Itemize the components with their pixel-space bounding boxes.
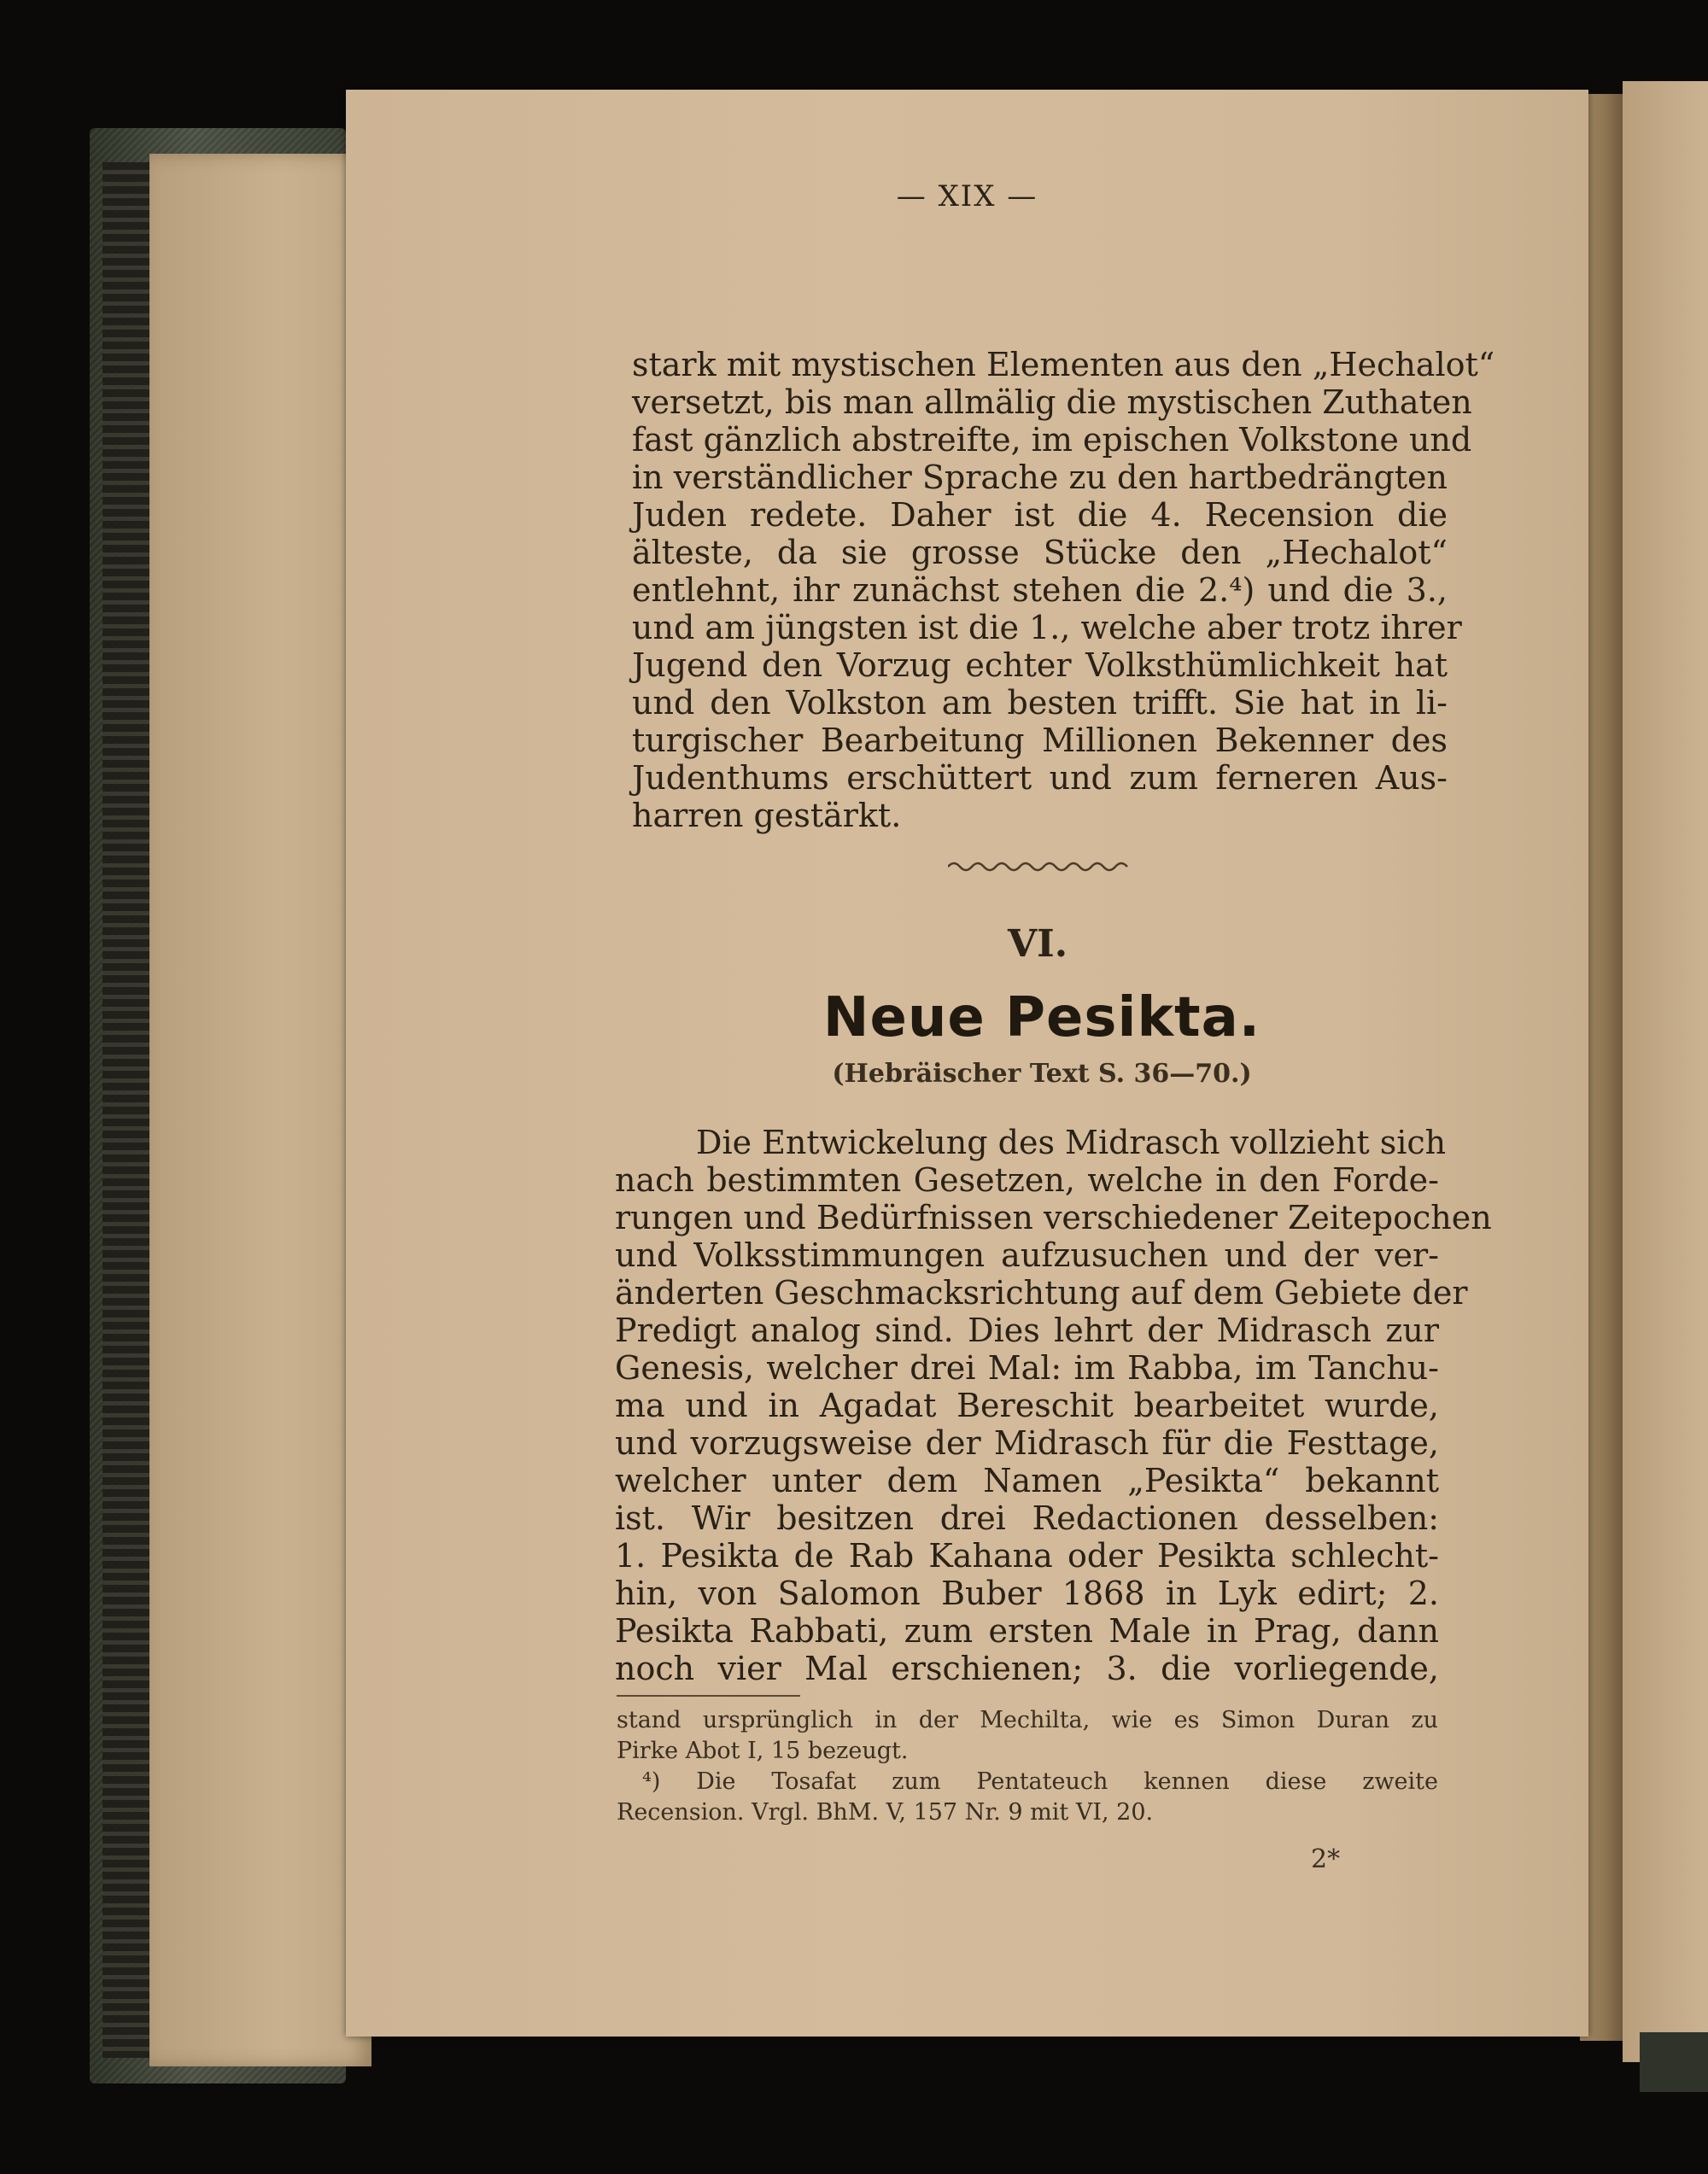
- paragraph-2-line: nach bestimmten Gesetzen, welche in den Forde-: [615, 1161, 1439, 1199]
- footnote-line: Pirke Abot I, 15 bezeugt.: [617, 1738, 909, 1764]
- paragraph-2-line: hin, von Salomon Buber 1868 in Lyk edirt; 2.: [615, 1575, 1439, 1612]
- running-head: — XIX —: [896, 179, 1038, 213]
- paragraph-1-line: harren gestärkt.: [632, 797, 902, 834]
- left-page: [149, 154, 371, 2066]
- paragraph-1-line: Judenthums erschüttert und zum ferneren Aus-: [632, 759, 1448, 797]
- paragraph-2-line: Predigt analog sind. Dies lehrt der Midrasch zur: [615, 1312, 1439, 1349]
- paragraph-1-line: und am jüngsten ist die 1., welche aber trotz ihrer: [632, 609, 1462, 646]
- paragraph-1-line: älteste, da sie grosse Stücke den „Hechalot“: [632, 534, 1448, 571]
- ornament-divider: [948, 858, 1132, 875]
- paragraph-2-line: und Volksstimmungen aufzusuchen und der ver-: [615, 1236, 1439, 1274]
- paragraph-2-line: ist. Wir besitzen drei Redactionen desselben:: [615, 1499, 1439, 1537]
- signature-mark: 2*: [1311, 1844, 1341, 1874]
- paragraph-2-line: 1. Pesikta de Rab Kahana oder Pesikta schlecht-: [615, 1537, 1439, 1575]
- paragraph-1-line: in verständlicher Sprache zu den hartbedrängten: [632, 459, 1448, 496]
- right-cover-corner: [1640, 2032, 1708, 2092]
- paragraph-1-line: versetzt, bis man allmälig die mystischen Zuthaten: [632, 383, 1472, 421]
- paragraph-2-line: Genesis, welcher drei Mal: im Rabba, im Tanchu-: [615, 1349, 1439, 1387]
- paragraph-2-line: noch vier Mal erschienen; 3. die vorliegende,: [615, 1650, 1439, 1687]
- paragraph-1-line: und den Volkston am besten trifft. Sie hat in li-: [632, 684, 1448, 722]
- paragraph-2-line: ma und in Agadat Bereschit bearbeitet wurde,: [615, 1387, 1439, 1424]
- paragraph-1-line: Juden redete. Daher ist die 4. Recension die: [632, 496, 1448, 534]
- paragraph-1-line: Jugend den Vorzug echter Volksthümlichkeit hat: [632, 646, 1448, 684]
- section-number: VI.: [1007, 922, 1068, 966]
- paragraph-1-line: entlehnt, ihr zunächst stehen die 2.⁴) und die 3.,: [632, 571, 1448, 609]
- section-title: Neue Pesikta.: [822, 986, 1261, 1049]
- paragraph-2-line: Pesikta Rabbati, zum ersten Male in Prag, dann: [615, 1612, 1439, 1650]
- left-page-edge: [102, 162, 154, 2058]
- paragraph-2-line: welcher unter dem Namen „Pesikta“ bekannt: [615, 1462, 1439, 1499]
- footnote-rule: [617, 1695, 800, 1697]
- paragraph-1-line: turgischer Bearbeitung Millionen Bekenner des: [632, 722, 1448, 759]
- footnote-line: Recension. Vrgl. BhM. V, 157 Nr. 9 mit VI, 20.: [617, 1799, 1154, 1826]
- paragraph-1-line: stark mit mystischen Elementen aus den „Hechalot“: [632, 346, 1495, 383]
- paragraph-1-line: fast gänzlich abstreifte, im epischen Volkstone und: [632, 421, 1472, 459]
- footnote-line: ⁴) Die Tosafat zum Pentateuch kennen diese zweite: [642, 1768, 1438, 1795]
- footnote-line: stand ursprünglich in der Mechilta, wie es Simon Duran zu: [617, 1707, 1438, 1733]
- paragraph-2-line: Die Entwickelung des Midrasch vollzieht sich: [696, 1124, 1447, 1161]
- paragraph-2-line: rungen und Bedürfnissen verschiedener Zeitepochen: [615, 1199, 1492, 1236]
- section-subtitle: (Hebräischer Text S. 36—70.): [832, 1059, 1252, 1089]
- paragraph-2-line: und vorzugsweise der Midrasch für die Festtage,: [615, 1424, 1439, 1462]
- paragraph-2-line: änderten Geschmacksrichtung auf dem Gebiete der: [615, 1274, 1468, 1312]
